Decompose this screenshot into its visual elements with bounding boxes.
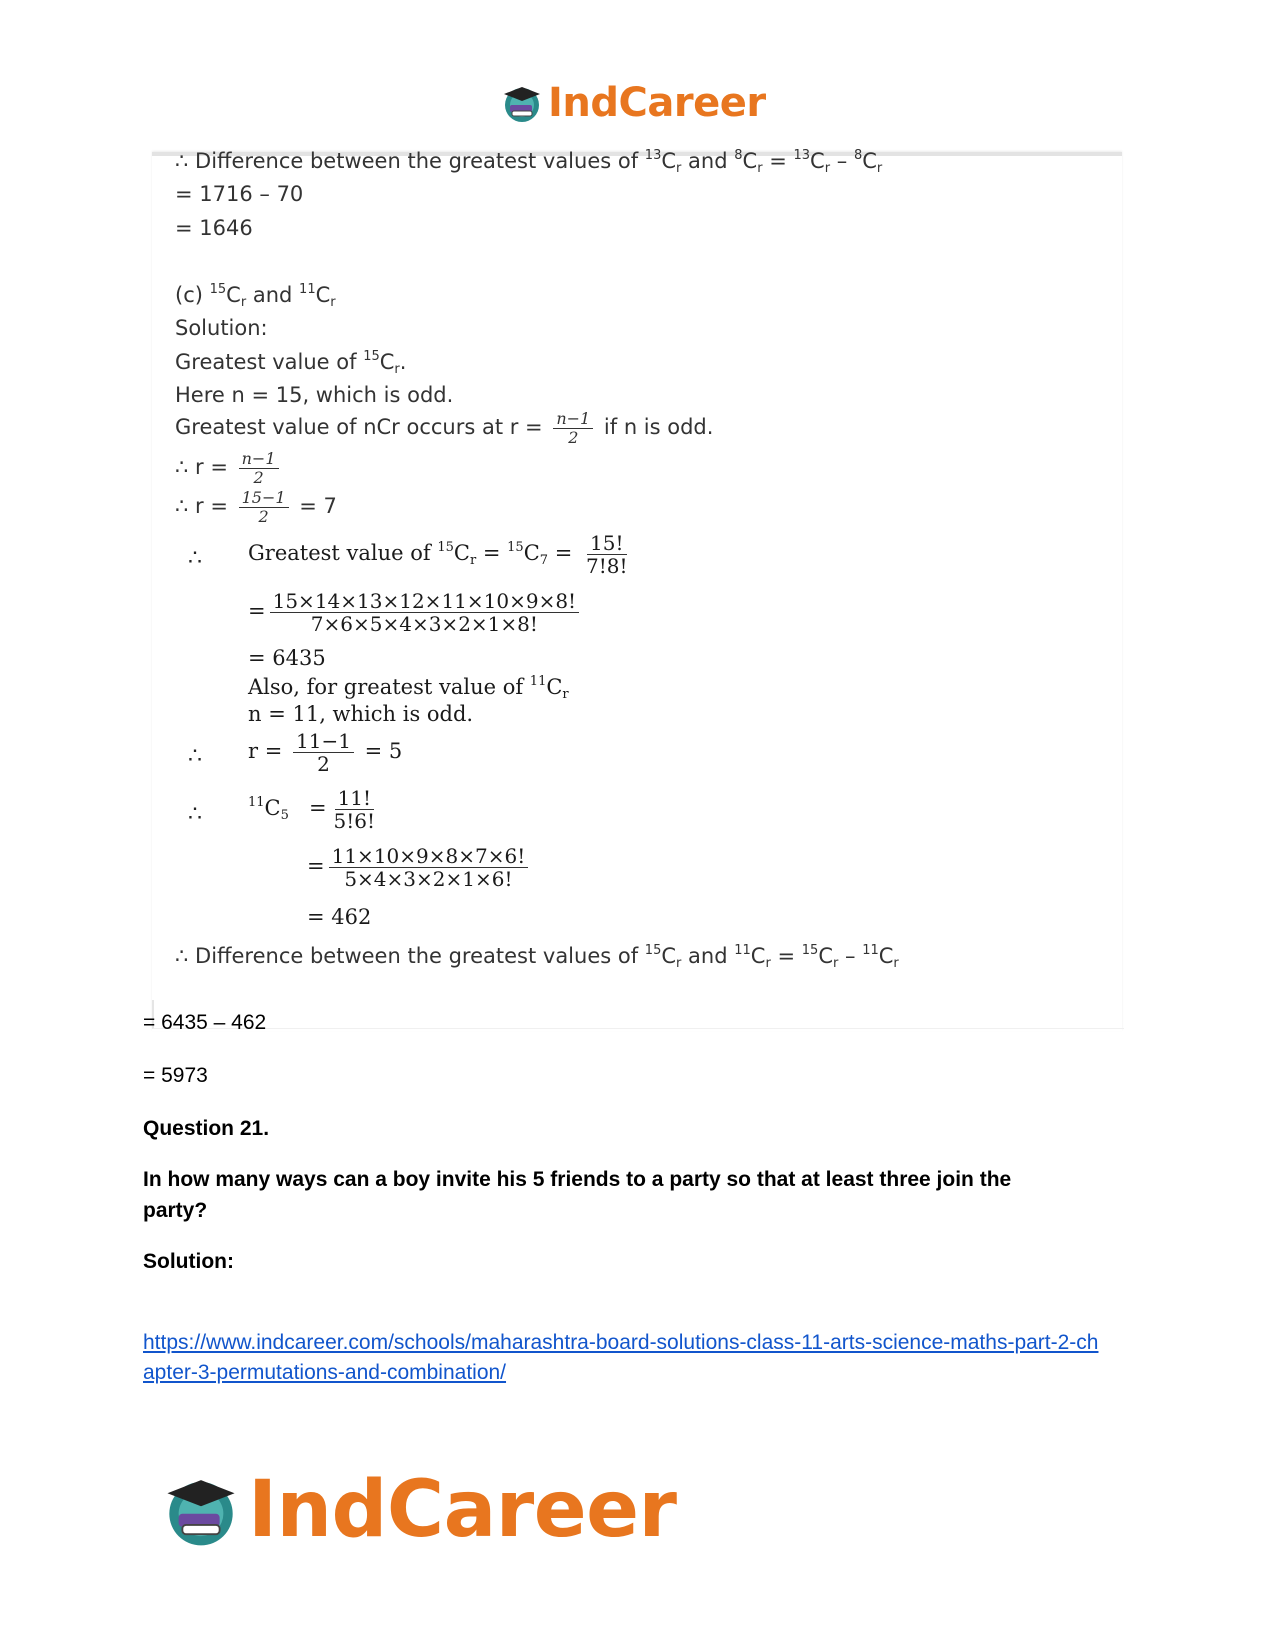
result-462: = 462 — [307, 905, 372, 929]
solution-label: Solution: — [175, 316, 268, 340]
n11-line: n = 11, which is odd. — [248, 702, 474, 726]
solution-heading: Solution: — [143, 1250, 234, 1273]
result-line: = 1646 — [175, 216, 253, 240]
expansion-11: = $\frac{11\times 10\times 9\times 8\times 7\times 6!}{5\times 4\times 3\times 2\times 1\times 6!}$ — [307, 845, 532, 890]
occurs-line: Greatest value of nCr occurs at r = $\frac{n-1}{2}$ if n is odd. — [175, 409, 714, 447]
therefore-symbol: ∴ — [188, 546, 202, 571]
source-link[interactable]: https://www.indcareer.com/schools/maharashtra-board-solutions-class-11-arts-science-maths-part-2-chapter-3-permutations-and-combination/ — [143, 1331, 1099, 1384]
r-equation-1: ∴ r = $\frac{n-1}{2}$ — [175, 450, 283, 486]
equation-line: = 6435 – 462 — [143, 1011, 267, 1034]
question-heading: Question 21. — [143, 1117, 270, 1140]
part-c-heading: (c) $^{15}C_r$ and $^{11}C_r$ — [175, 282, 336, 310]
r11-formula: r = $\frac{11-1}{2}$ = 5 — [248, 729, 403, 776]
difference-line-15-11: ∴ Difference between the greatest values of $^{15}C_r$ and $^{11}C_r = ^{15}C_r - ^{11}C_r$ — [175, 943, 899, 971]
greatest-value-15-line: Greatest value of $^{15}C_r$. — [175, 349, 407, 377]
c11-formula: $^{11}C_5$ = $\frac{11!}{5!6!}$ — [248, 786, 376, 833]
also-line: Also, for greatest value of $^{11}C_r$ — [248, 674, 569, 702]
footer-logo — [160, 1465, 677, 1555]
question-text: In how many ways can a boy invite his 5 friends to a party so that at least three join the party? — [143, 1168, 1012, 1222]
here-n-line: Here n = 15, which is odd. — [175, 383, 454, 407]
header-logo — [500, 78, 766, 128]
difference-line-13-8: ∴ Difference between the greatest values of $^{13}C_r$ and $^8C_r = ^{13}C_r - ^8C_r$ — [175, 148, 883, 176]
expansion-15: = $\frac{15\times 14\times 13\times 12\times 11\times 10\times 9\times 8!}{7\times 6\times 5\times 4\times 3\times 2\times 1\times 8!}$ — [248, 590, 583, 635]
result-line: = 5973 — [143, 1064, 208, 1087]
greatest-value-15-formula: Greatest value of $^{15}C_r = ^{15}C_7$ = $\frac{15!}{7!8!}$ — [248, 531, 628, 578]
logo-text: IndCareer — [248, 1465, 677, 1555]
panel-bottom-edge — [152, 1000, 1124, 1029]
therefore-symbol: ∴ — [188, 744, 202, 769]
logo-text: IndCareer — [548, 80, 766, 126]
result-6435: = 6435 — [248, 646, 326, 670]
therefore-symbol: ∴ — [188, 802, 202, 827]
r-equation-2: ∴ r = $\frac{15-1}{2}$ = 7 — [175, 488, 337, 526]
graduation-cap-globe-icon — [500, 81, 544, 125]
equation-line: = 1716 – 70 — [175, 182, 304, 206]
graduation-cap-globe-icon — [160, 1469, 242, 1551]
